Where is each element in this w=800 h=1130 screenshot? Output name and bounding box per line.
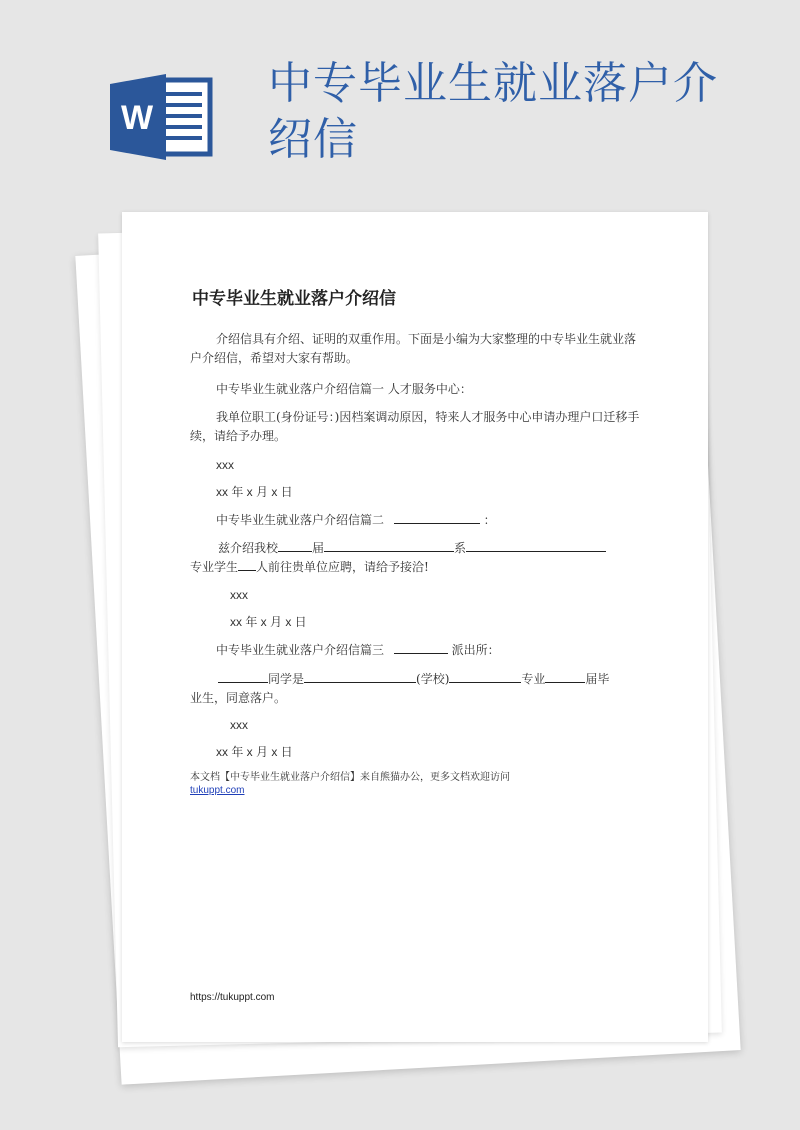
letter3-signer: xxx (230, 718, 248, 732)
blank-line (278, 539, 312, 552)
letter3-heading: 中专毕业生就业落户介绍信篇三 (216, 643, 385, 657)
source-link[interactable]: tukuppt.com (190, 785, 245, 796)
letter2-signer: xxx (230, 588, 248, 602)
letter2-text-e: 人前往贵单位应聘，请给予接洽! (256, 560, 429, 574)
document-content (122, 212, 708, 1042)
letter3-text-b: (学校) (416, 672, 450, 686)
blank-line (545, 670, 585, 683)
letter3-date: xx 年 x 月 x 日 (216, 745, 293, 759)
word-icon (110, 74, 214, 160)
blank-line (218, 670, 268, 683)
letter2-text-a: 兹介绍我校 (218, 541, 279, 555)
letter2-body-line2 (190, 558, 429, 577)
source-note: 本文档【中专毕业生就业落户介绍信】来自熊猫办公，更多文档欢迎访问 (190, 772, 510, 783)
letter2-text-d: 专业学生 (190, 560, 239, 574)
letter3-text-c: 专业 (521, 672, 546, 686)
letter1-heading: 中专毕业生就业落户介绍信篇一 人才服务中心： (216, 382, 472, 396)
letter2-date: xx 年 x 月 x 日 (230, 615, 307, 629)
svg-text:W: W (120, 99, 154, 137)
letter1-date: xx 年 x 月 x 日 (216, 485, 293, 499)
letter3-text-d: 届毕 (585, 672, 610, 686)
letter3-text-a: 同学是 (268, 672, 305, 686)
heading-tail: 派出所： (451, 643, 500, 657)
letter3-heading-line (216, 641, 500, 660)
letter1-signer: xxx (216, 458, 234, 472)
letter2-heading-line (216, 511, 496, 530)
intro-paragraph: 介绍信具有介绍、证明的双重作用。下面是小编为大家整理的中专毕业生就业落户介绍信，希望对大家有帮助。 (190, 332, 637, 365)
blank-line (304, 670, 416, 683)
heading-colon: ： (483, 513, 496, 527)
letter1-body: 我单位职工(身份证号：)因档案调动原因，特来人才服务中心申请办理户口迁移手续，请给予办理。 (190, 410, 640, 443)
letter3-body-line1 (218, 670, 609, 689)
blank-line (466, 539, 606, 552)
footer-url[interactable]: https://tukuppt.com (190, 992, 275, 1003)
letter3-body-line2: 业生，同意落户。 (190, 691, 287, 705)
letter2-text-c: 系 (454, 541, 467, 555)
blank-line (394, 641, 448, 654)
blank-line (449, 670, 521, 683)
letter2-body-line1 (218, 539, 606, 558)
blank-line (324, 539, 454, 552)
document-title: 中专毕业生就业落户介绍信 (192, 289, 396, 309)
blank-line (394, 511, 480, 524)
blank-line (238, 558, 256, 571)
page-title: 中专毕业生就业落户介绍信 (268, 58, 718, 165)
letter2-heading: 中专毕业生就业落户介绍信篇二 (216, 513, 385, 527)
letter2-text-b: 届 (312, 541, 325, 555)
